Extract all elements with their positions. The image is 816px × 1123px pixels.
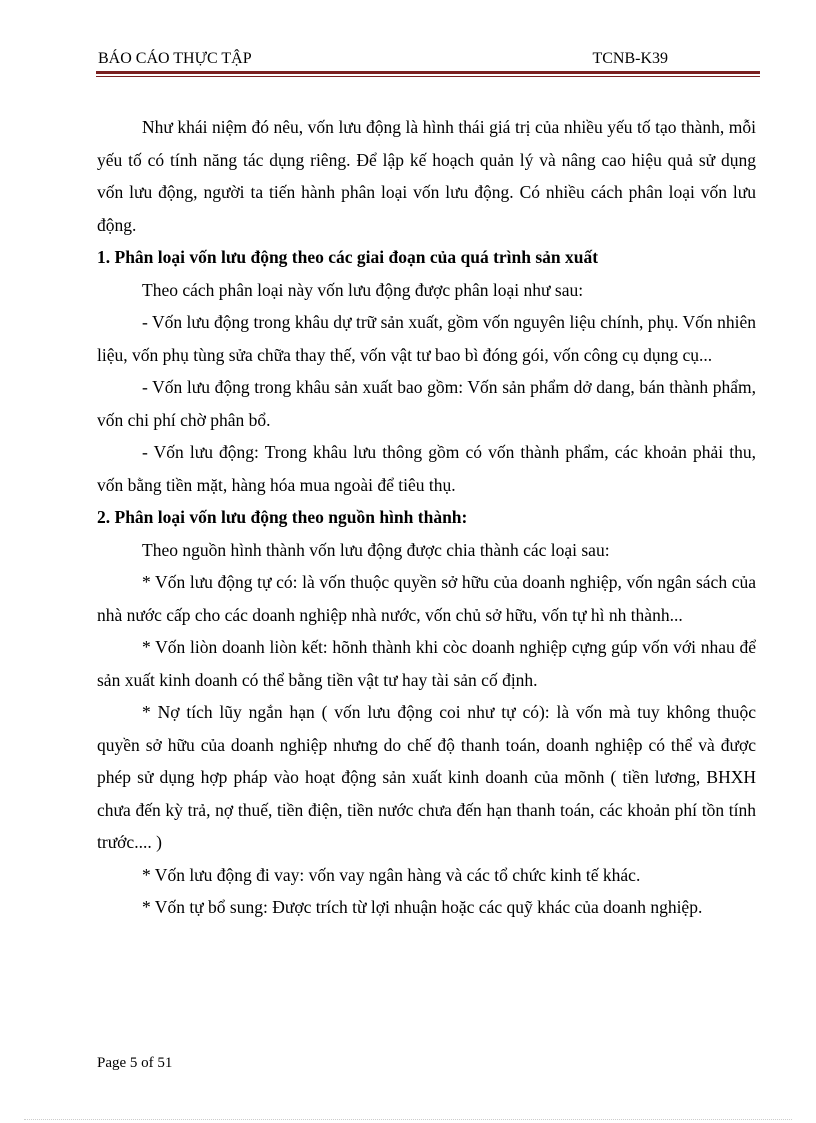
document-body	[97, 111, 756, 924]
page-bottom-edge	[24, 1119, 792, 1120]
page-header	[96, 48, 760, 72]
list-item: * Vốn lưu động tự có: là vốn thuộc quyền sở hữu của doanh nghiệp, vốn ngân sách của nhà nước cấp cho các doanh nghiệp nhà nước, vốn chủ sở hữu, vốn tự hì nh thành...	[97, 572, 756, 625]
section-heading-1: 1. Phân loại vốn lưu động theo các giai đoạn của quá trình sản xuất	[97, 247, 599, 267]
list-item: * Vốn liòn doanh liòn kết: hõnh thành khi còc doanh nghiệp cựng gúp vốn với nhau để sản xuất kinh doanh có thể bằng tiền vật tư hay tài sản cố định.	[97, 637, 756, 690]
section-heading-2: 2. Phân loại vốn lưu động theo nguồn hình thành:	[97, 507, 468, 527]
paragraph: Theo cách phân loại này vốn lưu động được phân loại như sau:	[142, 279, 584, 300]
list-item: - Vốn lưu động trong khâu dự trữ sản xuất, gồm vốn nguyên liệu chính, phụ. Vốn nhiên liệu, vốn phụ tùng sửa chữa thay thế, vốn vật tư bao bì đóng gói, vốn công cụ dụng cụ...	[97, 312, 756, 365]
list-item: - Vốn lưu động: Trong khâu lưu thông gồm có vốn thành phẩm, các khoản phải thu, vốn bằng tiền mặt, hàng hóa mua ngoài để tiêu thụ.	[97, 442, 756, 495]
list-item: * Nợ tích lũy ngắn hạn ( vốn lưu động coi như tự có): là vốn mà tuy không thuộc quyền sở hữu của doanh nghiệp nhưng do chế độ thanh toán, doanh nghiệp có thể và được phép sử dụng hợp pháp vào hoạt động sản xuất kinh doanh của mõnh ( tiền lương, BHXH chưa đến kỳ trả, nợ thuế, tiền điện, tiền nước chưa đến hạn thanh toán, các khoản phí tồn tính trước.... )	[97, 702, 756, 852]
list-item: * Vốn tự bổ sung: Được trích từ lợi nhuận hoặc các quỹ khác của doanh nghiệp.	[142, 897, 703, 917]
paragraph: Như khái niệm đó nêu, vốn lưu động là hình thái giá trị của nhiều yếu tố tạo thành, mỗi yếu tố có tính năng tác dụng riêng. Để lập kế hoạch quản lý và nâng cao hiệu quả sử dụng vốn lưu động, người ta tiến hành phân loại vốn lưu động. Có nhiều cách phân loại vốn lưu động.	[97, 117, 756, 235]
header-code: TCNB-K39	[592, 50, 668, 67]
header-rule-thin	[96, 76, 760, 77]
list-item: - Vốn lưu động trong khâu sản xuất bao gồm: Vốn sản phẩm dở dang, bán thành phẩm, vốn chi phí chờ phân bổ.	[97, 377, 756, 430]
header-rule-thick	[96, 71, 760, 74]
list-item: * Vốn lưu động đi vay: vốn vay ngân hàng và các tổ chức kinh tế khác.	[142, 864, 641, 885]
paragraph: Theo nguồn hình thành vốn lưu động được chia thành các loại sau:	[142, 539, 610, 560]
header-title: BÁO CÁO THỰC TẬP	[98, 50, 252, 67]
page-number: Page 5 of 51	[97, 1055, 173, 1071]
